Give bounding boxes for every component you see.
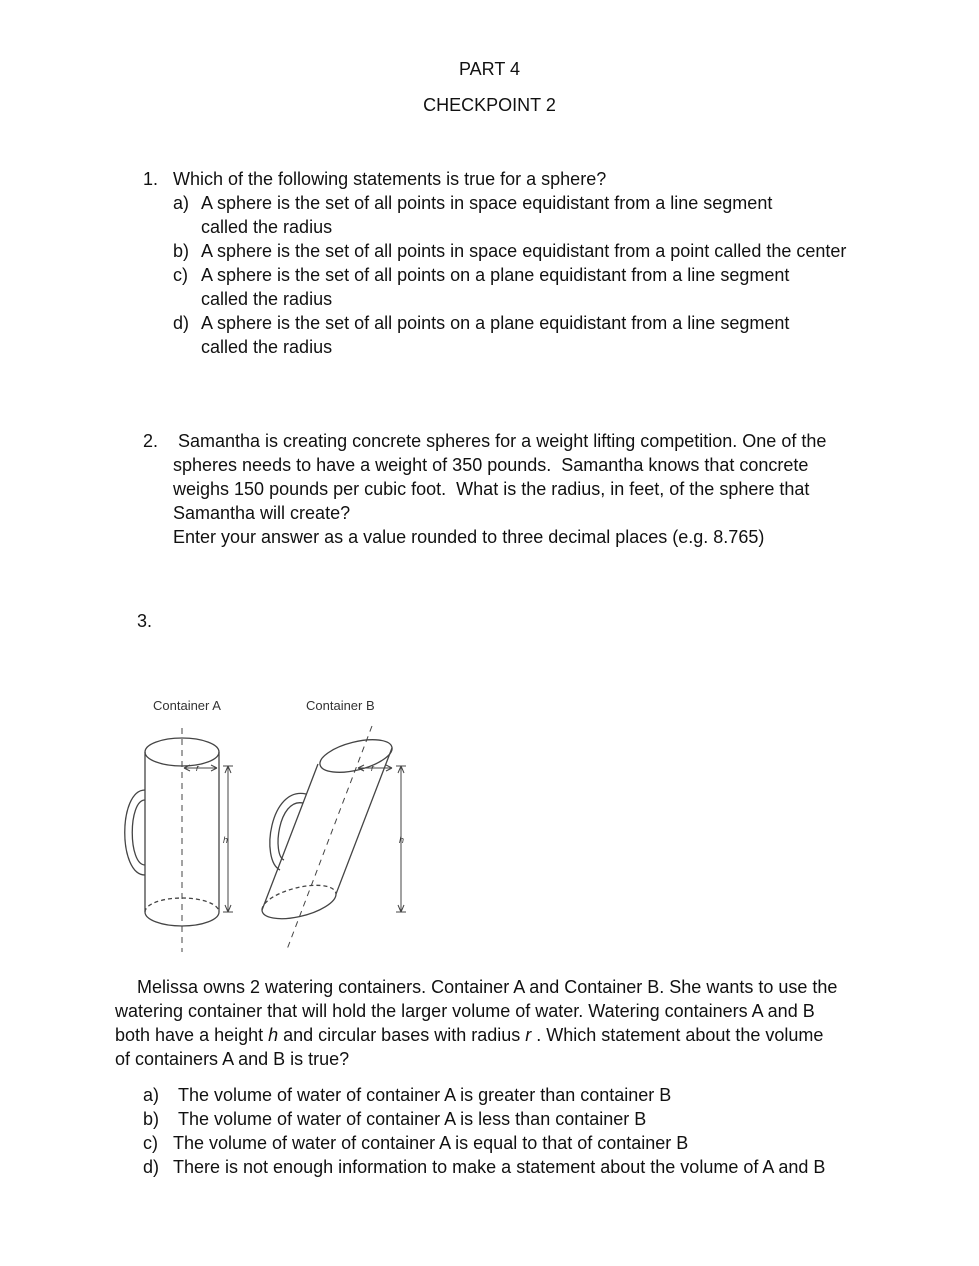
question-number: 1.	[143, 169, 159, 189]
container-b-drawing	[262, 726, 406, 952]
option-letter: a)	[173, 193, 190, 213]
container-a-drawing	[125, 728, 233, 952]
question-number: 2.	[143, 431, 159, 451]
option-text: A sphere is the set of all points on a plane equidistant from a line segment	[201, 265, 790, 285]
answer-instruction: Enter your answer as a value rounded to three decimal places (e.g. 8.765)	[173, 527, 765, 547]
question-stem-line	[115, 1023, 823, 1047]
option-letter: d)	[173, 313, 190, 333]
question-stem-line: Melissa owns 2 watering containers. Container A and Container B. She wants to use the	[137, 977, 838, 997]
checkpoint-heading: CHECKPOINT 2	[423, 95, 556, 115]
radius-label-a: r	[196, 763, 199, 773]
option-letter: a)	[143, 1085, 160, 1105]
option-text: There is not enough information to make a statement about the volume of A and B	[173, 1157, 826, 1177]
option-text-continued: called the radius	[201, 289, 333, 309]
radius-variable: r	[525, 1025, 532, 1045]
question-number: 3.	[137, 611, 153, 631]
option-text: The volume of water of container A is equal to that of container B	[173, 1133, 689, 1153]
option-text-continued: called the radius	[201, 217, 333, 237]
radius-label-b: r	[371, 763, 374, 773]
question-text-line: Samantha is creating concrete spheres for a weight lifting competition. One of the	[173, 431, 827, 451]
height-label-a: h	[223, 835, 229, 845]
height-label-b: h	[399, 835, 405, 845]
option-letter: c)	[173, 265, 188, 285]
stem-text: . Which statement about the volume	[531, 1025, 824, 1045]
option-text: A sphere is the set of all points on a plane equidistant from a line segment	[201, 313, 790, 333]
option-text: The volume of water of container A is less than container B	[178, 1109, 647, 1129]
question-text-line: weighs 150 pounds per cubic foot. What is the radius, in feet, of the sphere that	[173, 479, 810, 499]
stem-text: both have a height	[115, 1025, 269, 1045]
container-a-label: Container A	[153, 698, 221, 713]
question-stem-line: watering container that will hold the larger volume of water. Watering containers A and B	[115, 1001, 815, 1021]
option-letter: b)	[143, 1109, 160, 1129]
question-text-line: spheres needs to have a weight of 350 pounds. Samantha knows that concrete	[173, 455, 809, 475]
option-text: A sphere is the set of all points in space equidistant from a line segment	[201, 193, 773, 213]
part-heading: PART 4	[458, 59, 521, 79]
option-letter: c)	[143, 1133, 158, 1153]
stem-text: and circular bases with radius	[278, 1025, 526, 1045]
option-text: A sphere is the set of all points in space equidistant from a point called the center	[201, 241, 847, 261]
height-variable: h	[268, 1025, 279, 1045]
question-prompt: Which of the following statements is true for a sphere?	[173, 169, 607, 189]
containers-figure	[110, 690, 420, 955]
option-text: The volume of water of container A is greater than container B	[178, 1085, 672, 1105]
option-letter: d)	[143, 1157, 160, 1177]
question-stem-line: of containers A and B is true?	[115, 1049, 350, 1069]
question-text-line: Samantha will create?	[173, 503, 351, 523]
container-b-label: Container B	[306, 698, 375, 713]
option-text-continued: called the radius	[201, 337, 333, 357]
option-letter: b)	[173, 241, 190, 261]
